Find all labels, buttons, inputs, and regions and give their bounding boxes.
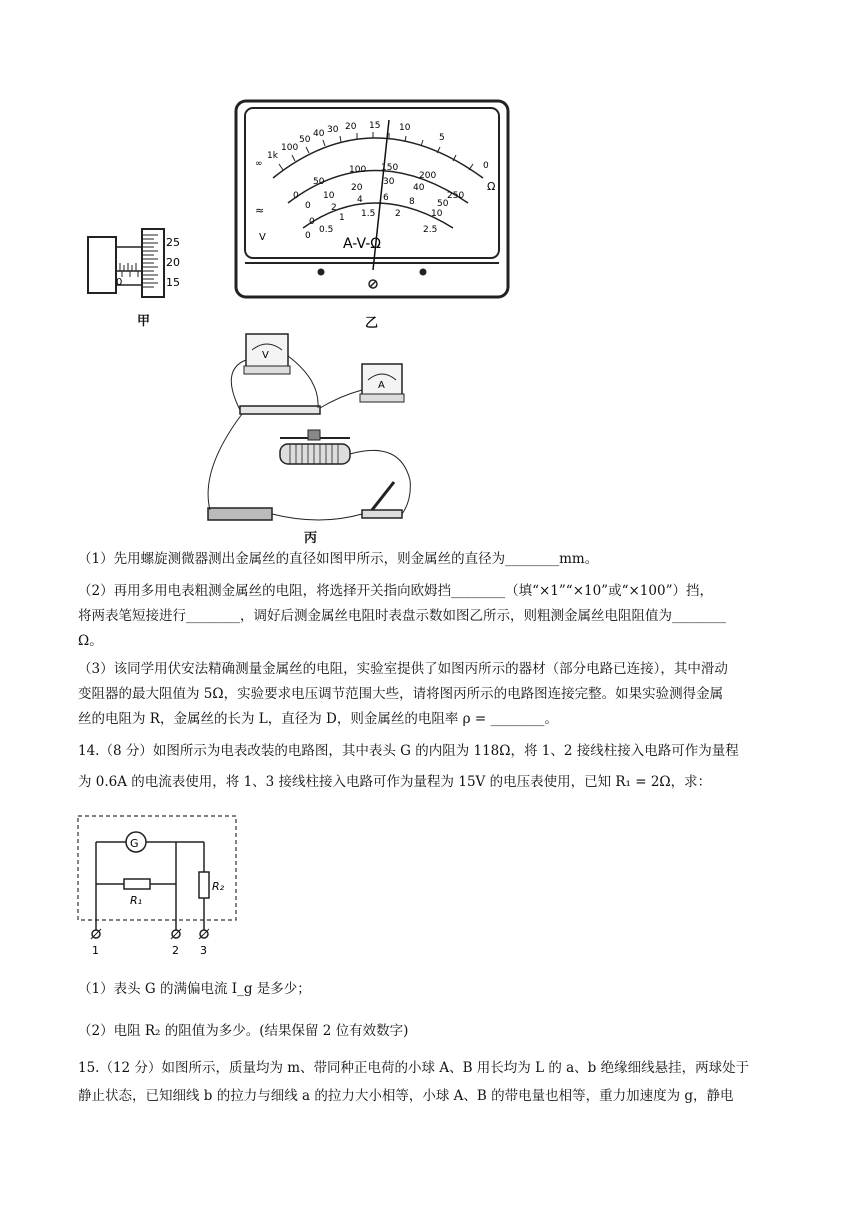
mid-scale2-10: 10	[323, 191, 335, 201]
mid-scale-200: 200	[419, 171, 437, 181]
low-scale2-0-5: 0.5	[319, 225, 334, 235]
micrometer-tick-20: 20	[166, 256, 180, 269]
ohm-scale-40: 40	[313, 129, 325, 139]
low-scale2-0: 0	[305, 231, 311, 241]
terminal-1: 1	[92, 944, 99, 957]
ohm-unit: Ω	[487, 180, 496, 193]
q14-sub2: （2）电阻 R₂ 的阻值为多少。(结果保留 2 位有效数字)	[78, 1023, 409, 1039]
mid-scale-0: 0	[293, 191, 299, 201]
meter-conversion-circuit	[72, 812, 242, 962]
q13-part2-line3: Ω。	[78, 633, 103, 649]
ohm-scale-0: 0	[483, 161, 489, 171]
low-scale2-2-5: 2.5	[423, 225, 438, 235]
mid-scale-250: 250	[447, 191, 465, 201]
q13-part3-line2: 变阻器的最大阻值为 5Ω，实验要求电压调节范围大些，请将图丙所示的电路图连接完整。如果实验测得金属	[78, 686, 724, 702]
mid-scale2-0: 0	[305, 201, 311, 211]
mid-scale-150: 150	[381, 163, 399, 173]
low-scale-4: 4	[357, 195, 363, 205]
micrometer-tick-15: 15	[166, 276, 180, 289]
figure-bing-label: 丙	[304, 531, 318, 546]
q15-line1: 15.（12 分）如图所示，质量均为 m、带同种正电荷的小球 A、B 用长均为 L 的 a、b 绝缘细线悬挂，两球处于	[78, 1060, 750, 1076]
q14-line1: 14.（8 分）如图所示为电表改装的电路图，其中表头 G 的内阻为 118Ω，将 1、2 接线柱接入电路可作为量程	[78, 743, 739, 759]
figure-jia-label: 甲	[137, 314, 151, 329]
q13-part1: （1）先用螺旋测微器测出金属丝的直径如图甲所示，则金属丝的直径为________mm。	[78, 551, 599, 567]
low-scale2-2: 2	[395, 209, 401, 219]
voltmeter-label: V	[262, 350, 269, 361]
mid-scale-50: 50	[313, 177, 325, 187]
ohm-scale-100: 100	[281, 143, 299, 153]
ohm-scale-50: 50	[299, 135, 311, 145]
low-scale-2: 2	[331, 203, 337, 213]
low-scale-8: 8	[409, 197, 415, 207]
ohm-scale-15: 15	[369, 121, 381, 131]
mid-scale2-50: 50	[437, 199, 449, 209]
ac-tilde: ≈	[255, 204, 265, 217]
low-scale2-1: 1	[339, 213, 345, 223]
micrometer-figure	[82, 225, 202, 305]
ohm-scale-1k: 1k	[267, 151, 278, 161]
q13-part2-line2: 将两表笔短接进行________，调好后测金属丝电阻时表盘示数如图乙所示，则粗测金属丝电阻阻值为________	[78, 608, 726, 624]
mid-scale2-20: 20	[351, 183, 363, 193]
apparatus-figure	[200, 330, 460, 530]
micrometer-tick-25: 25	[166, 236, 180, 249]
mid-scale2-30: 30	[383, 177, 395, 187]
ohm-scale-30: 30	[327, 125, 339, 135]
dial-center-label: A-V-Ω	[343, 236, 382, 252]
r1-label: R₁	[130, 894, 143, 907]
q15-line2: 静止状态，已知细线 b 的拉力与细线 a 的拉力大小相等，小球 A、B 的带电量也相等，重力加速度为 g，静电	[78, 1088, 734, 1104]
q14-sub1: （1）表头 G 的满偏电流 I_g 是多少；	[78, 981, 311, 997]
low-scale-6: 6	[383, 193, 389, 203]
q14-line2: 为 0.6A 的电流表使用，将 1、3 接线柱接入电路可作为量程为 15V 的电压表使用，已知 R₁ = 2Ω，求：	[78, 774, 712, 790]
ammeter-label: A	[378, 380, 385, 391]
micrometer-zero: 0	[116, 277, 123, 288]
r2-label: R₂	[212, 880, 225, 893]
q13-part3-line1: （3）该同学用伏安法精确测量金属丝的电阻，实验室提供了如图丙所示的器材（部分电路已连接），其中滑动	[78, 661, 728, 677]
figure-yi-label: 乙	[365, 316, 379, 331]
mid-scale-100: 100	[349, 165, 367, 175]
low-scale-10: 10	[431, 209, 443, 219]
terminal-3: 3	[200, 944, 207, 957]
mid-scale2-40: 40	[413, 183, 425, 193]
ohm-scale-10: 10	[399, 123, 411, 133]
q13-part2-line1: （2）再用多用电表粗测金属丝的电阻，将选择开关指向欧姆挡________（填“×1”“×10”或“×100”）挡，	[78, 583, 713, 599]
terminal-2: 2	[172, 944, 179, 957]
ohm-scale-5: 5	[439, 133, 445, 143]
low-scale-0: 0	[309, 217, 315, 227]
multimeter-dial	[233, 98, 513, 303]
ohm-scale-20: 20	[345, 122, 357, 132]
q13-part3-line3: 丝的电阻为 R，金属丝的长为 L，直径为 D，则金属丝的电阻率 ρ = ________。	[78, 711, 558, 727]
ohm-scale-inf: ∞	[255, 159, 263, 169]
galvanometer-label: G	[130, 837, 139, 850]
low-scale2-1-5: 1.5	[361, 209, 376, 219]
v-mark: V	[259, 232, 266, 243]
